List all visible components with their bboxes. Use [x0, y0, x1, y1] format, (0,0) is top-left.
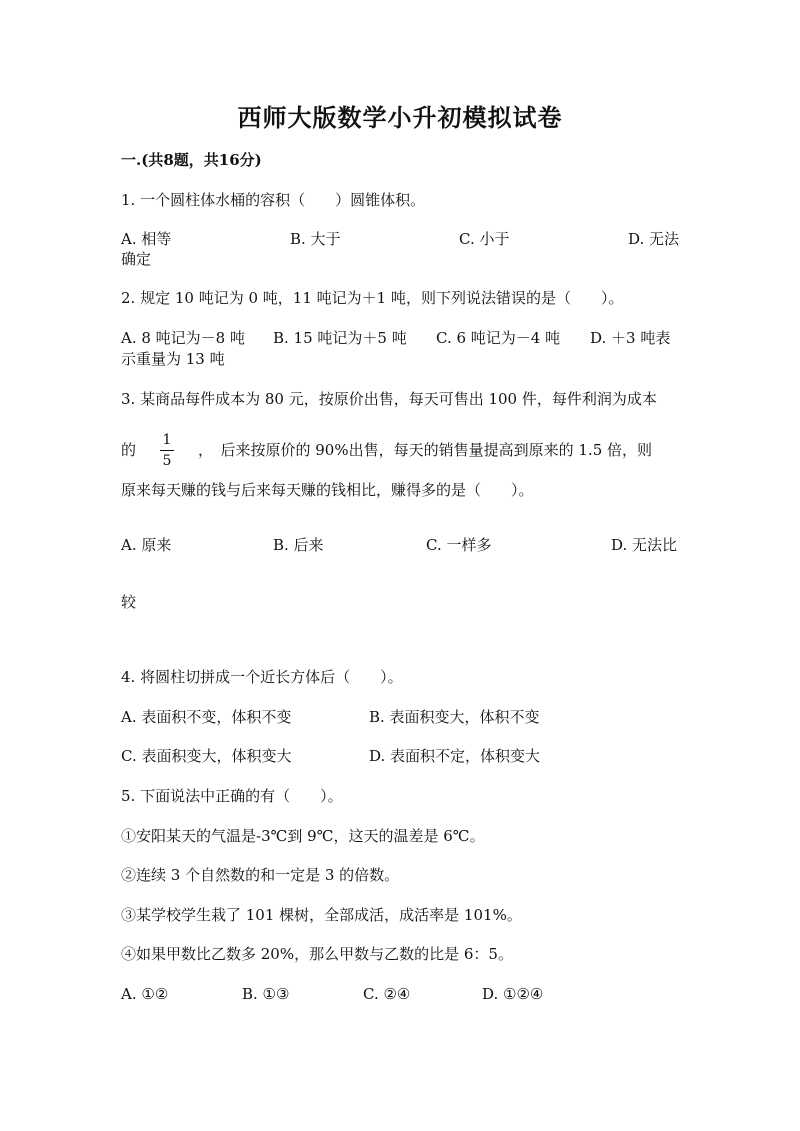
question-5-statement-3: ③某学校学生栽了 101 棵树，全部成活，成活率是 101%。 [121, 906, 522, 924]
section-heading: 一.(共8题，共16分) [121, 151, 262, 169]
fraction-one-fifth [157, 432, 177, 469]
page-title: 西师大版数学小升初模拟试卷 [237, 103, 563, 132]
question-2-option-d: D. ＋3 吨表 [590, 329, 671, 347]
question-4-option-b: B. 表面积变大，体积不变 [369, 708, 540, 726]
question-1-option-d: D. 无法 [628, 230, 680, 248]
question-5-option-d: D. ①②④ [482, 985, 544, 1003]
question-5-statement-2: ②连续 3 个自然数的和一定是 3 的倍数。 [121, 866, 400, 884]
question-3-option-b: B. 后来 [273, 536, 324, 554]
question-5-statement-4: ④如果甲数比乙数多 20%，那么甲数与乙数的比是 6：5。 [121, 945, 513, 963]
question-4-stem: 4. 将圆柱切拼成一个近长方体后（ ）。 [121, 668, 403, 686]
fraction-denominator: 5 [162, 453, 172, 469]
question-1-option-b: B. 大于 [290, 230, 341, 248]
question-1-stem: 1. 一个圆柱体水桶的容积（ ）圆锥体积。 [121, 191, 426, 209]
question-3-line-2-suffix: ， 后来按原价的 90%出售，每天的销售量提高到原来的 1.5 倍，则 [198, 441, 653, 459]
question-2-option-d-continued: 示重量为 13 吨 [121, 350, 225, 368]
question-5-option-c: C. ②④ [363, 985, 411, 1003]
fraction-bar [160, 450, 174, 451]
question-1-option-a: A. 相等 [121, 230, 172, 248]
question-3-option-a: A. 原来 [121, 536, 172, 554]
question-5-option-b: B. ①③ [242, 985, 290, 1003]
question-1-option-c: C. 小于 [459, 230, 510, 248]
question-3-option-d: D. 无法比 [611, 536, 678, 554]
question-5-option-a: A. ①② [121, 985, 169, 1003]
question-2-option-b: B. 15 吨记为＋5 吨 [273, 329, 407, 347]
fraction-numerator: 1 [162, 432, 172, 448]
question-3-option-d-continued: 较 [121, 593, 137, 611]
question-2-option-c: C. 6 吨记为－4 吨 [436, 329, 561, 347]
question-3-line-2-prefix: 的 [121, 441, 137, 459]
question-3-option-c: C. 一样多 [426, 536, 492, 554]
question-2-stem: 2. 规定 10 吨记为 0 吨，11 吨记为＋1 吨，则下列说法错误的是（ ）。 [121, 289, 624, 307]
question-4-option-a: A. 表面积不变，体积不变 [121, 708, 292, 726]
question-3-line-3: 原来每天赚的钱与后来每天赚的钱相比，赚得多的是（ ）。 [121, 481, 534, 499]
question-4-option-c: C. 表面积变大，体积变大 [121, 747, 292, 765]
question-5-stem: 5. 下面说法中正确的有（ ）。 [121, 787, 343, 805]
question-4-option-d: D. 表面积不定，体积变大 [369, 747, 541, 765]
question-2-option-a: A. 8 吨记为－8 吨 [121, 329, 245, 347]
question-1-option-d-continued: 确定 [121, 250, 152, 268]
question-3-line-1: 3. 某商品每件成本为 80 元，按原价出售，每天可售出 100 件，每件利润为成本 [121, 390, 657, 408]
question-5-statement-1: ①安阳某天的气温是-3℃到 9℃，这天的温差是 6℃。 [121, 827, 485, 845]
